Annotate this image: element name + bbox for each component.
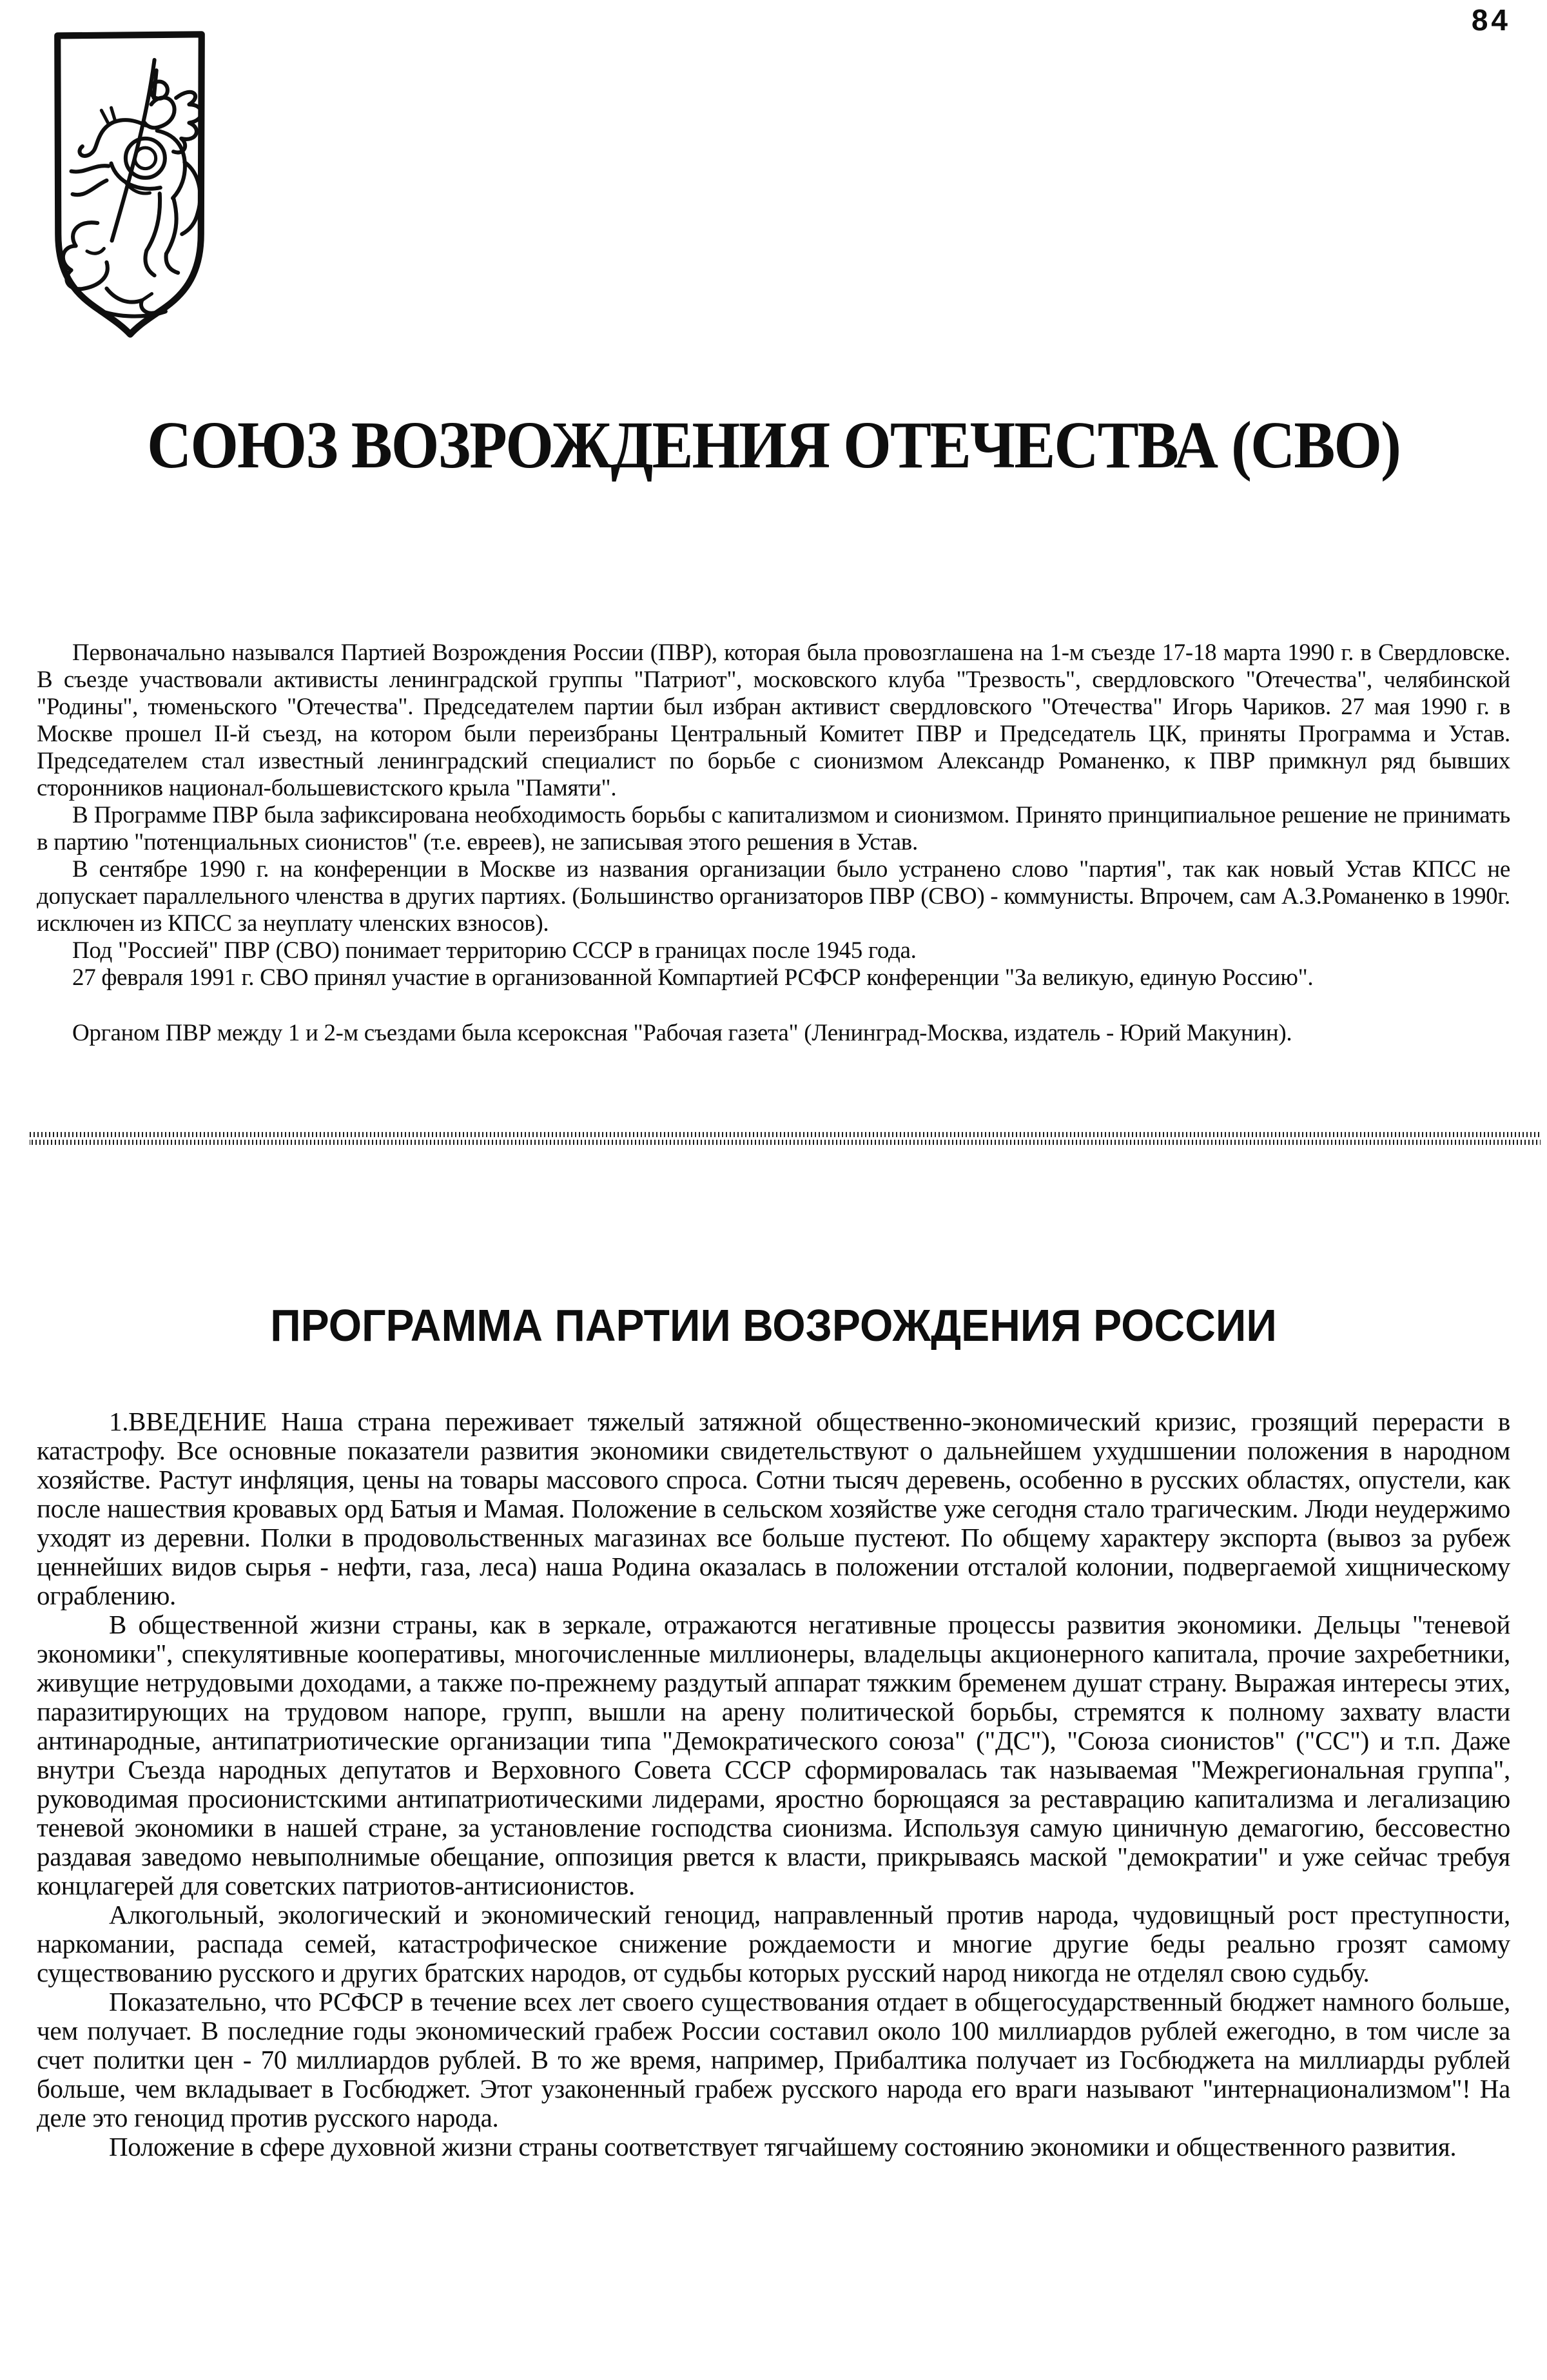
history-paragraph: 27 февраля 1991 г. СВО принял участие в организованной Компартией РСФСР конференции "За великую, единую Россию".	[72, 964, 1314, 991]
st-george-slaying-dragon-icon	[48, 26, 211, 343]
history-paragraph: Первоначально назывался Партией Возрождения России (ПВР), которая была провозглашена на 1-м съезде 17-18 марта 1990 г. в Свердловске. В съезде участвовали активисты ленинградской группы "Патриот", московского клуба "Трезвость", свердловского "Отечества", челябинской "Родины", тюменьского "Отечества". Председателем партии был избран активист свердловского "Отечества" Игорь Чариков. 27 мая 1990 г. в Москве прошел II-й съезд, на котором были переизбраны Центральный Комитет ПВР и Председатель ЦК, приняты Программа и Устав. Председателем стал известный ленинградский специалист по борьбе с сионизмом Александр Романенко, к ПВР примкнул ряд бывших сторонников национал-большевистского крыла "Памяти".	[37, 639, 1510, 801]
program-paragraph: Показательно, что РСФСР в течение всех лет своего существования отдает в общегосударственный бюджет намного больше, чем получает. В последние годы экономический грабеж России составил около 100 миллиардов рублей ежегодно, в том числе за счет политки цен - 70 миллиардов рублей. В то же время, например, Прибалтика получает из Госбюджета на миллиарды рублей больше, чем вкладывает в Госбюджет. Этот узаконенный грабеж русского народа его враги называют "интернационализмом"! На деле это геноцид против русского народа.	[37, 1987, 1510, 2132]
program-heading: ПРОГРАММА ПАРТИИ ВОЗРОЖДЕНИЯ РОССИИ	[270, 1300, 1277, 1351]
coat-of-arms	[48, 26, 211, 343]
program-paragraph: Алкогольный, экологический и экономический геноцид, направленный против народа, чудовищный рост преступности, наркомании, распада семей, катастрофическое снижение рождаемости и многие другие беды реально грозят самому существованию русского и других братских народов, от судьбы которых русский народ никогда не отделял свою судьбу.	[37, 1900, 1510, 1987]
program-paragraph: Положение в сфере духовной жизни страны соответствует тягчайшему состоянию экономики и общественного развития.	[109, 2132, 1457, 2161]
program-section	[37, 1407, 1510, 2161]
history-paragraph: В Программе ПВР была зафиксирована необходимость борьбы с капитализмом и сионизмом. Принято принципиальное решение не принимать в партию "потенциальных сионистов" (т.е. евреев), не записывая этого решения в Устав.	[37, 802, 1510, 855]
divider-hatch-row	[30, 1132, 1541, 1137]
divider-hatch-row	[30, 1140, 1541, 1145]
page-title: СОЮЗ ВОЗРОЖДЕНИЯ ОТЕЧЕСТВА (СВО)	[146, 407, 1401, 482]
page-number: 84	[1471, 3, 1511, 37]
history-section	[37, 639, 1510, 1047]
history-paragraph: В сентябре 1990 г. на конференции в Москве из названия организации было устранено слово "партия", так как новый Устав КПСС не допускает параллельного членства в других партиях. (Большинство организаторов ПВР (СВО) - коммунисты. Впрочем, сам А.З.Романенко в 1990г. исключен из КПСС за неуплату членских взносов).	[37, 856, 1510, 937]
program-paragraph: В общественной жизни страны, как в зеркале, отражаются негативные процессы развития экономики. Дельцы "теневой экономики", спекулятивные кооперативы, многочисленные миллионеры, владельцы акционерного капитала, прочие захребетники, живущие нетрудовыми доходами, а также по-прежнему раздутый аппарат тяжким бременем душат страну. Выражая интересы этих, паразитирующих на трудовом напоре, групп, вышли на арену политической борьбы, стремятся к полному захвату власти антинародные, антипатриотические организации типа "Демократического союза" ("ДС"), "Союза сионистов" ("СС") и т.п. Даже внутри Съезда народных депутатов и Верховного Совета СССР сформировалась так называемая "Межрегиональная группа", руководимая просионистскими антипатриотическими лидерами, яростно борющаяся за реставрацию капитализма и легализацию теневой экономики в нашей стране, за установление господства сионизма. Используя самую циничную демагогию, бессовестно раздавая заведомо невыполнимые обещание, оппозиция рвется к власти, прикрываясь маской "демократии" и уже сейчас требуя концлагерей для советских патриотов-антисионистов.	[37, 1610, 1510, 1900]
section-divider	[30, 1132, 1541, 1146]
history-paragraph: Органом ПВР между 1 и 2-м съездами была ксероксная "Рабочая газета" (Ленинград-Москва, издатель - Юрий Макунин).	[72, 1020, 1292, 1046]
history-paragraph: Под "Россией" ПВР (СВО) понимает территорию СССР в границах после 1945 года.	[72, 937, 917, 964]
program-paragraph: 1.ВВЕДЕНИЕ Наша страна переживает тяжелый затяжной общественно-экономический кризис, грозящий перерасти в катастрофу. Все основные показатели развития экономики свидетельствуют о дальнейшем ухудшшении положения в народном хозяйстве. Растут инфляция, цены на товары массового спроса. Сотни тысяч деревень, особенно в русских областях, опустели, как после нашествия кровавых орд Батыя и Мамая. Положение в сельском хозяйстве уже сегодня стало трагическим. Люди неудержимо уходят из деревни. Полки в продовольственных магазинах все больше пустеют. По общему характеру экспорта (вывоз за рубеж ценнейших видов сырья - нефти, газа, леса) наша Родина оказалась в положении отсталой колонии, подвергаемой хищническому ограблению.	[37, 1407, 1510, 1610]
